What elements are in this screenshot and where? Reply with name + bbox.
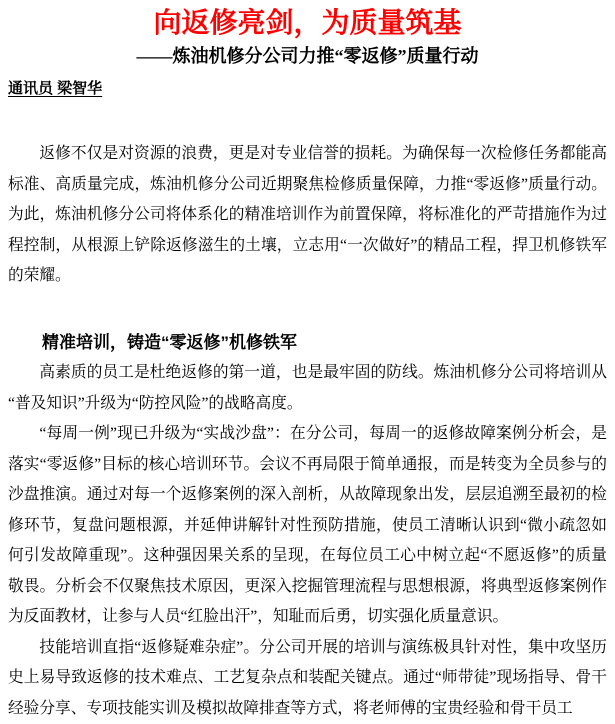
article-body	[8, 139, 607, 724]
body-paragraph: 高素质的员工是杜绝返修的第一道，也是最牢固的防线。炼油机修分公司将培训从“普及知识”升级为“防控风险”的战略高度。	[8, 358, 607, 419]
byline: 通讯员 梁智华	[8, 79, 607, 99]
article-title: 向返修亮剑，为质量筑基	[8, 5, 607, 41]
article-subtitle: ——炼油机修分公司力推“零返修”质量行动	[8, 43, 607, 69]
intro-paragraph: 返修不仅是对资源的浪费，更是对专业信誉的损耗。为确保每一次检修任务都能高标准、高质量完成，炼油机修分公司近期聚焦检修质量保障，力推“零返修”质量行动。为此，炼油机修分公司将体系化的精准培训作为前置保障，将标准化的严苛措施作为过程控制，从根源上铲除返修滋生的土壤，立志用“一次做好”的精品工程，捍卫机修铁军的荣耀。	[8, 139, 607, 292]
body-paragraph: “每周一例”现已升级为“实战沙盘”：在分公司，每周一的返修故障案例分析会，是落实“零返修”目标的核心培训环节。会议不再局限于简单通报，而是转变为全员参与的沙盘推演。通过对每一个返修案例的深入剖析，从故障现象出发，层层追溯至最初的检修环节，复盘问题根源，并延伸讲解针对性预防措施，使员工清晰认识到“微小疏忽如何引发故障重现”。这种强因果关系的呈现，在每位员工心中树立起“不愿返修”的质量敬畏。分析会不仅聚焦技术原因，更深入挖掘管理流程与思想根源，将典型返修案例作为反面教材，让参与人员“红脸出汗”，知耻而后勇，切实强化质量意识。	[8, 419, 607, 633]
section-heading: 精准培训，铸造“零返修”机修铁军	[8, 328, 607, 359]
body-paragraph: 技能培训直指“返修疑难杂症”。分公司开展的培训与演练极具针对性，集中攻坚历史上易导致返修的技术难点、工艺复杂点和装配关键点。通过“师带徒”现场指导、骨干经验分享、专项技能实训及模拟故障排查等方式，将老师傅的宝贵经验和骨干员工	[8, 633, 607, 724]
